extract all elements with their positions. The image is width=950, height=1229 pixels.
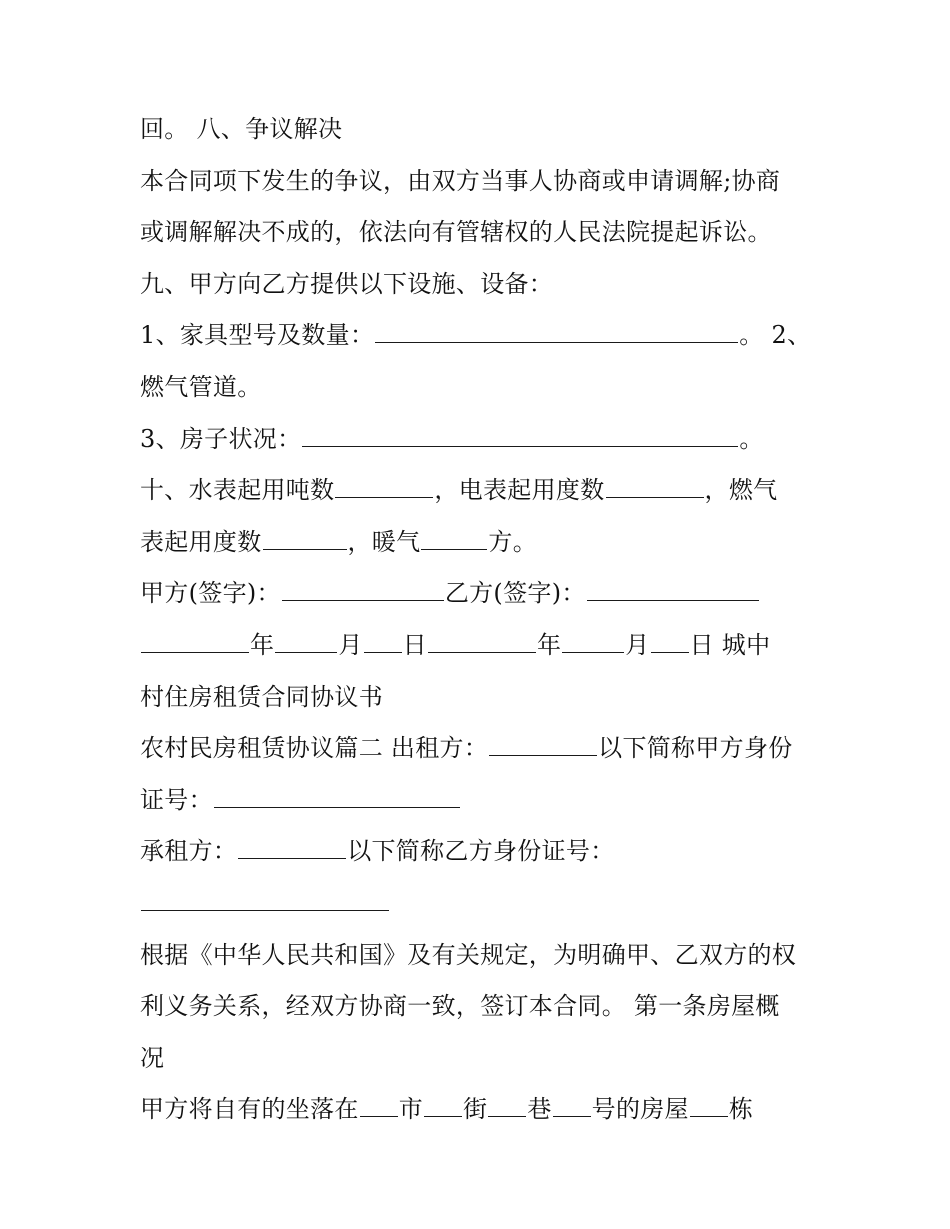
line-text: 。 — [739, 424, 764, 453]
line-text: 方。 — [488, 527, 538, 556]
line-text: 巷 — [527, 1095, 552, 1124]
fill-in-blank — [214, 785, 460, 808]
line-text: ，电表起用度数 — [434, 476, 605, 505]
line-text: ，燃气 — [704, 476, 778, 505]
fill-in-blank — [360, 1094, 398, 1117]
fill-in-blank — [489, 733, 597, 756]
line-text: 利义务关系，经双方协商一致，签订本合同。 第一条房屋概 — [140, 992, 780, 1021]
fill-in-blank — [238, 836, 346, 859]
line-text: 年 — [250, 630, 275, 659]
signature-blank — [282, 578, 444, 601]
line-text: 乙方(签字)： — [444, 579, 586, 608]
line-text: 号的房屋 — [591, 1095, 689, 1124]
line-text: 市 — [398, 1095, 424, 1124]
line-text: 街 — [463, 1095, 488, 1124]
line-text: 十、水表起用吨数 — [140, 476, 335, 505]
date-blank — [428, 630, 536, 653]
line-text: 年 — [536, 630, 562, 659]
fill-in-blank — [421, 527, 487, 550]
text-line — [140, 414, 840, 466]
text-line — [140, 1033, 840, 1085]
text-line — [140, 723, 840, 775]
fill-in-blank — [335, 475, 433, 498]
line-text: 承租方： — [140, 837, 238, 866]
text-line — [140, 568, 840, 620]
line-text: 九、甲方向乙方提供以下设施、设备： — [140, 269, 554, 298]
fill-in-blank — [141, 888, 389, 911]
date-blank — [275, 630, 337, 653]
line-text: 或调解解决不成的，依法向有管辖权的人民法院提起诉讼。 — [140, 218, 772, 247]
line-text: 甲方(签字)： — [140, 579, 281, 608]
line-text: 栋 — [728, 1095, 754, 1124]
line-text: 回。 八、争议解决 — [140, 115, 343, 143]
text-line — [140, 104, 840, 156]
line-text: 月 — [625, 630, 650, 659]
fill-in-blank — [606, 475, 704, 498]
line-text: 根据《中华人民共和国》及有关规定，为明确甲、乙双方的权 — [140, 940, 797, 969]
text-line — [140, 981, 840, 1033]
text-line — [140, 878, 840, 930]
line-text: ，暖气 — [347, 527, 421, 556]
text-line — [140, 310, 840, 362]
line-text: 况 — [140, 1043, 165, 1072]
fill-in-blank — [375, 320, 738, 343]
text-line — [140, 826, 840, 878]
date-blank — [364, 630, 402, 653]
date-blank — [141, 630, 249, 653]
fill-in-blank — [302, 424, 738, 447]
fill-in-blank — [690, 1094, 728, 1117]
line-text: 农村民房租赁协议篇二 出租方： — [140, 734, 489, 763]
line-text: 1、家具型号及数量： — [140, 321, 375, 350]
text-line — [140, 517, 840, 569]
line-text: 村住房租赁合同协议书 — [140, 682, 383, 711]
text-line — [140, 207, 840, 259]
line-text: 证号： — [140, 785, 213, 814]
line-text: 月 — [338, 630, 363, 659]
text-line — [140, 775, 840, 827]
line-text: 3、房子状况： — [140, 424, 302, 453]
line-text: 表起用度数 — [140, 527, 262, 556]
fill-in-blank — [488, 1094, 526, 1117]
date-blank — [562, 630, 624, 653]
text-line — [140, 465, 840, 517]
text-line — [140, 156, 840, 208]
line-text: 。 2、 — [739, 321, 812, 350]
text-line — [140, 620, 840, 672]
contract-text — [140, 104, 840, 1136]
line-text: 日 城中 — [689, 630, 771, 659]
line-text: 以下简称甲方身份 — [598, 734, 793, 763]
line-text: 本合同项下发生的争议，由双方当事人协商或申请调解;协商 — [140, 166, 781, 195]
line-text: 日 — [402, 630, 427, 659]
text-line — [140, 362, 840, 414]
date-blank — [651, 630, 689, 653]
line-text: 燃气管道。 — [140, 372, 262, 401]
fill-in-blank — [553, 1094, 591, 1117]
text-line — [140, 1084, 840, 1136]
line-text: 以下简称乙方身份证号： — [347, 837, 615, 866]
fill-in-blank — [424, 1094, 462, 1117]
text-line — [140, 930, 840, 982]
line-text: 甲方将自有的坐落在 — [140, 1095, 359, 1124]
text-line — [140, 672, 840, 724]
text-line — [140, 259, 840, 311]
signature-blank — [587, 578, 759, 601]
fill-in-blank — [263, 527, 347, 550]
